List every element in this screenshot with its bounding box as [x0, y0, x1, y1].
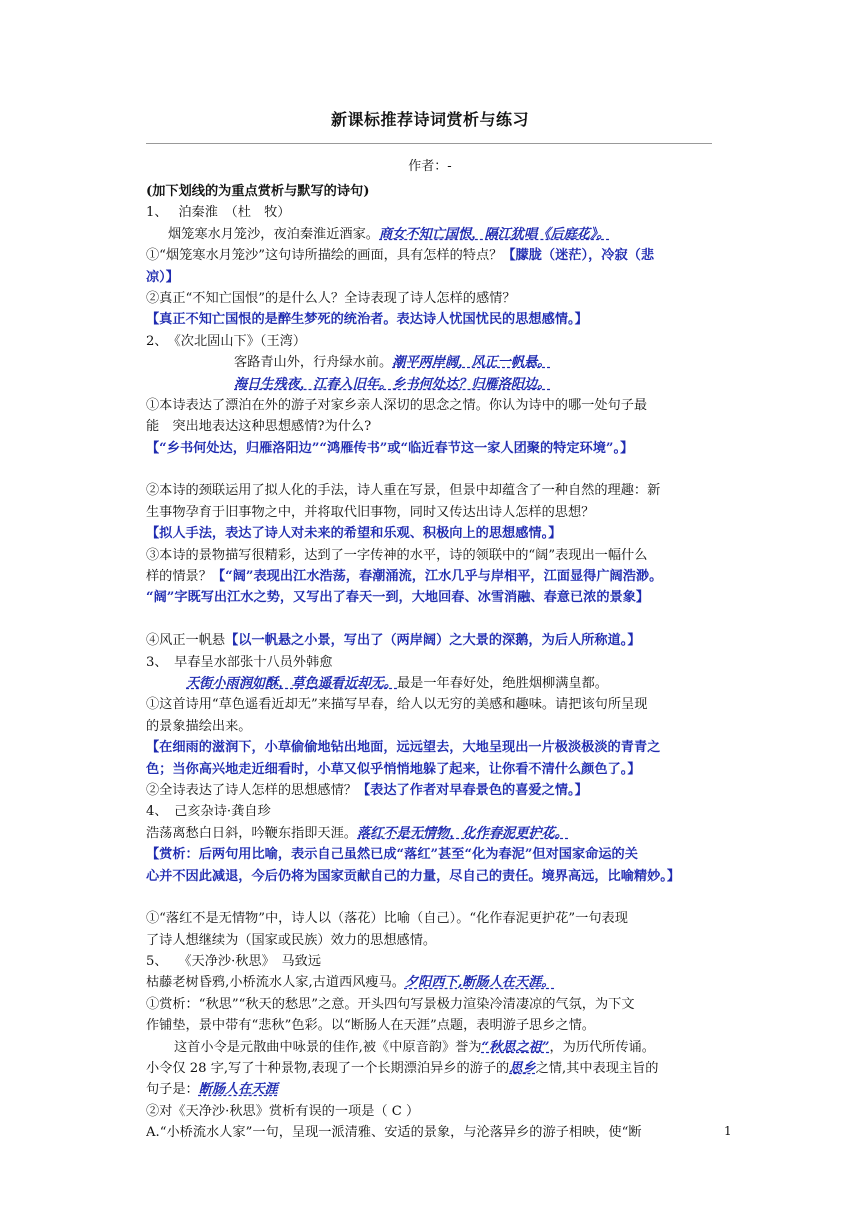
note-text: 小令仅 28 字,写了十种景物,表现了一个长期漂泊异乡的游子的	[146, 1061, 510, 1077]
key-verse: 商女不知亡国恨，隔江犹唱《后庭花》。	[379, 226, 610, 242]
question-text: ②全诗表达了诗人怎样的思想感情？	[146, 782, 357, 798]
question-text: ①“烟笼寒水月笼沙”这句诗所描绘的画面，具有怎样的特点？	[146, 248, 503, 264]
section-1-a2: 【真正不知亡国恨的是醉生梦死的统治者。表达诗人忧国忧民的思想感情。】	[146, 312, 588, 328]
answer-text: 【“阔”表现出江水浩荡，春潮涌流，江水几乎与岸相平，江面显得广阔浩渺。	[211, 569, 663, 585]
key-phrase: “秋思之祖”	[481, 1039, 550, 1055]
poem-text: 客路青山外，行舟绿水前。	[234, 355, 393, 371]
author-line: 作者：-	[408, 159, 452, 174]
section-3-a1: 【在细雨的滋润下，小草偷偷地钻出地面，远远望去，大地呈现出一片极淡极淡的青青之	[146, 740, 661, 756]
poem-text: 烟笼寒水月笼沙，夜泊秦淮近酒家。	[168, 226, 379, 242]
answer-text: 【朦胧（迷茫），冷寂（悲	[502, 248, 655, 264]
question-text: 样的情景？	[146, 569, 212, 585]
section-4-note-cont: 心并不因此减退，今后仍将为国家贡献自己的力量，尽自己的责任。境界高远，比喻精妙。】	[146, 868, 681, 884]
section-5-note-1-cont: 作铺垫，景中带有“悲秋”色彩。以“断肠人在天涯”点题，表明游子思乡之情。	[146, 1018, 595, 1034]
title-divider	[146, 143, 712, 144]
section-2-q1-cont: 能 突出地表达这种思想感情?为什么?	[146, 419, 372, 435]
section-1-heading: 1、 泊秦淮 （杜 牧）	[146, 205, 291, 221]
section-4-q1: ①“落红不是无情物”中，诗人以（落花）比喻（自己）。“化作春泥更护花”一句表现	[146, 911, 628, 927]
section-4-note: 【赏析：后两句用比喻，表示自己虽然已成“落红”甚至“化为春泥”但对国家命运的关	[146, 847, 638, 863]
key-verse: 天街小雨润如酥，草色遥看近却无。	[186, 675, 397, 691]
page-title: 新课标推荐诗词赏析与练习	[330, 110, 529, 129]
section-1-a1-cont: 凉）】	[146, 269, 179, 285]
section-2-poem-line-2	[146, 374, 718, 395]
section-2-q2-cont: 生事物孕育于旧事物之中，并将取代旧事物，同时又传达出诗人怎样的思想？	[146, 504, 595, 520]
answer-text: 【表达了作者对早春景色的喜爱之情。】	[357, 782, 588, 798]
section-2-poem-line-1	[146, 352, 718, 373]
key-phrase: 思乡	[509, 1061, 536, 1077]
key-verse: 夕阳西下,断肠人在天涯。	[404, 975, 555, 991]
blank-line	[146, 609, 718, 630]
section-3-a1-cont: 色；当你高兴地走近细看时，小草又似乎悄悄地躲了起来，让你看不清什么颜色了。】	[146, 761, 641, 777]
note-text: ，为历代所传诵。	[549, 1039, 655, 1055]
section-5-note-2	[146, 1037, 718, 1058]
key-verse: 潮平两岸阔，风正一帆悬。	[392, 355, 551, 371]
section-3-q2	[146, 780, 718, 801]
section-5-q2: ②对《天净沙·秋思》赏析有误的一项是（ C ）	[146, 1103, 420, 1119]
section-3-heading: 3、 早春呈水部张十八员外韩愈	[146, 654, 333, 670]
section-2-a2: 【拟人手法，表达了诗人对未来的希望和乐观、积极向上的思想感情。】	[146, 526, 562, 542]
section-2-a1: 【“乡书何处达，归雁洛阳边”“鸿雁传书”或“临近春节这一家人团聚的特定环境”。】	[146, 440, 634, 456]
section-2-q3-cont	[146, 566, 718, 587]
section-2-a3-cont: “阔”字既写出江水之势，又写出了春天一到，大地回春、冰雪消融、春意已浓的景象】	[146, 590, 650, 606]
section-4-q1-cont: 了诗人想继续为（国家或民族）效力的思想感情。	[146, 932, 437, 948]
poem-text: 枯藤老树昏鸦,小桥流水人家,古道西风瘦马。	[146, 975, 405, 991]
section-5-note-1: ①赏析：“秋思”“秋天的愁思”之意。开头四句写景极力渲染冷清凄凉的气氛，为下文	[146, 996, 635, 1012]
note-text: 之情,其中表现主旨的	[535, 1061, 659, 1077]
document-body	[146, 181, 718, 1144]
note-text: 句子是：	[146, 1082, 199, 1098]
key-phrase: 断肠人在天涯	[198, 1082, 278, 1098]
key-verse: 落红不是无情物，化作春泥更护花。	[357, 825, 568, 841]
section-5-option-a: A.“小桥流水人家”一句，呈现一派清雅、安适的景象，与沦落异乡的游子相映，使“断	[146, 1125, 642, 1141]
section-2-q4	[146, 630, 718, 651]
poem-text: 浩荡离愁白日斜，吟鞭东指即天涯。	[146, 825, 357, 841]
section-3-poem	[146, 673, 718, 694]
blank-line	[146, 459, 718, 480]
page-number: 1	[724, 1124, 732, 1138]
key-verse: 海日生残夜，江春入旧年。乡书何处达？归雁洛阳边。	[234, 376, 551, 392]
section-2-q1: ①本诗表达了漂泊在外的游子对家乡亲人深切的思念之情。你认为诗中的哪一处句子最	[146, 397, 648, 413]
section-2-heading: 2、 《次北固山下》（王湾）	[146, 333, 307, 349]
section-3-q1-cont: 的景象描绘出来。	[146, 718, 252, 734]
section-2-q2: ②本诗的颈联运用了拟人化的手法，诗人重在写景，但景中却蕴含了一种自然的理趣：新	[146, 483, 661, 499]
section-2-q3: ③本诗的景物描写很精彩，达到了一字传神的水平，诗的领联中的“阔”表现出一幅什么	[146, 547, 648, 563]
section-1-poem	[146, 224, 718, 245]
section-1-q2: ②真正“不知亡国恨”的是什么人？全诗表现了诗人怎样的感情？	[146, 290, 516, 306]
section-5-note-2-cont	[146, 1058, 718, 1079]
section-3-q1: ①这首诗用“草色遥看近却无”来描写早春，给人以无穷的美感和趣味。请把该句所呈现	[146, 697, 648, 713]
section-4-heading: 4、 己亥杂诗·龚自珍	[146, 804, 271, 820]
section-1-q1	[146, 245, 718, 266]
section-5-poem	[146, 972, 718, 993]
answer-text: 【以一帆悬之小景，写出了（两岸阔）之大景的深鹅，为后人所称道。】	[225, 633, 641, 649]
section-4-poem	[146, 823, 718, 844]
question-text: ④风正一帆悬	[146, 633, 226, 649]
poem-text: 最是一年春好处，绝胜烟柳满皇都。	[397, 675, 608, 691]
section-5-heading: 5、 《天净沙·秋思》 马致远	[146, 954, 322, 970]
section-5-note-2-end	[146, 1079, 718, 1100]
intro-note: (加下划线的为重点赏析与默写的诗句)	[146, 184, 370, 199]
note-text: 这首小令是元散曲中咏景的佳作,被《中原音韵》誉为	[174, 1039, 482, 1055]
blank-line	[146, 887, 718, 908]
